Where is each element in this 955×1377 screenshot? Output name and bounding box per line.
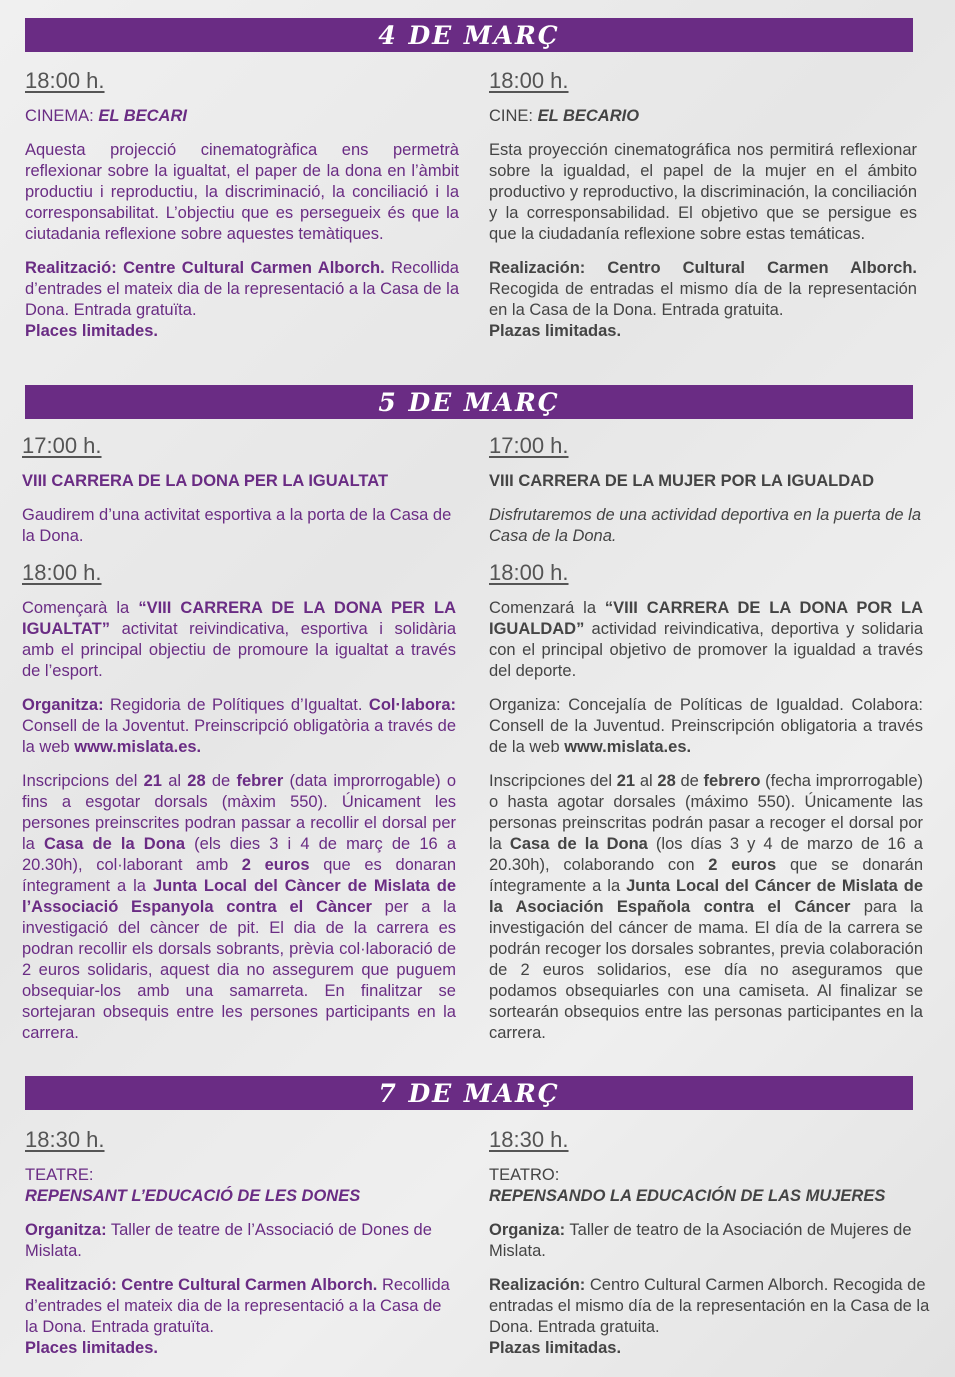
reg-place: Casa de la Dona bbox=[509, 835, 648, 853]
collaborator-text: Consell de la Joventut. Preinscripció obligatòria a través de la web bbox=[22, 717, 456, 756]
organizer-text: Regidoria de Polítiques d’Igualtat. bbox=[103, 696, 369, 714]
organizer-label: Organitza: bbox=[25, 1221, 107, 1239]
reg-beneficiary: Junta Local del Cáncer de Mislata de la Asociación Española contra el Cáncer bbox=[489, 877, 924, 916]
realization-text: Recollida d’entrades el mateix dia de la representació a la Casa de la Dona. Entrada gratuïta. bbox=[25, 259, 459, 319]
collaborator-label: Col·labora: bbox=[368, 696, 456, 714]
limited-places: Places limitades. bbox=[25, 1339, 158, 1357]
realization-text: Recollida d’entrades el mateix dia de la representació a la Casa de la Dona. Entrada gratuïta. bbox=[25, 1276, 450, 1336]
reg-text: de bbox=[205, 772, 237, 790]
reg-text: (els dies 3 i 4 de març de 16 a 20.30h), col·laborant amb bbox=[22, 835, 456, 874]
day3-spanish-column bbox=[489, 1127, 935, 1372]
event-heading: VIII CARRERA DE LA MUJER POR LA IGUALDAD bbox=[489, 472, 875, 490]
race-intro-a: Comenzará la bbox=[489, 599, 605, 617]
day1-catalan-column bbox=[25, 68, 459, 355]
realization-text: Recogida de entradas el mismo día de la representación en la Casa de la Dona. Entrada gratuita. bbox=[489, 280, 917, 319]
reg-text: (data improrrogable) o fins a esgotar dorsals (màxim 550). Únicament les persones preinscrites podran passar a recollir el dorsal per la bbox=[22, 772, 457, 853]
reg-day-start: 21 bbox=[616, 772, 636, 790]
event-organizer bbox=[25, 1220, 455, 1262]
race-intro-a: Començarà la bbox=[22, 599, 139, 617]
event-type: CINEMA: bbox=[25, 107, 99, 125]
reg-text: Inscripciones del bbox=[489, 772, 617, 790]
day1-spanish-column bbox=[489, 68, 917, 355]
event-description: Aquesta projecció cinematogràfica ens permetrà reflexionar sobre la igualtat, el paper de la dona en l’àmbit productiu i reproductiu, la discriminació, la conciliació i la corresponsabilitat. L’objectiu que es persegueix és que la ciutadania reflexione sobre aquestes temàtiques. bbox=[25, 141, 459, 243]
reg-price: 2 euros bbox=[708, 856, 777, 874]
event-type: CINE: bbox=[489, 107, 538, 125]
event-title: REPENSANT L’EDUCACIÓ DE LES DONES bbox=[25, 1187, 361, 1205]
event-description: Gaudirem d’una activitat esportiva a la porta de la Casa de la Dona. bbox=[22, 506, 452, 545]
limited-places: Places limitades. bbox=[25, 322, 158, 340]
reg-text: per a la investigació del càncer de pit. El dia de la carrera es podran recollir els dorsals sobrants, prèvia col·laboració de 2 euros solidaris, aquest dia no assegurem que puguem obsequiar-los amb una samarreta. En finalitzar se sortejaran obsequis entre les persones participants en la carrera. bbox=[22, 898, 457, 1042]
reg-month: febrero bbox=[703, 772, 761, 790]
event-type: TEATRE: bbox=[25, 1166, 94, 1184]
event-time: 18:00 h. bbox=[25, 68, 105, 93]
event-description: Esta proyección cinematográfica nos permitirá reflexionar sobre la igualdad, el papel de la mujer en el ámbito productivo y reproductivo, la discriminación, la conciliación y la corresponsabilidad. El objetivo que se persigue es que la ciudadanía reflexione sobre estas temáticas. bbox=[489, 141, 917, 243]
race-intro-c: actividad reivindicativa, deportiva y solidaria con el principal objetivo de promover la igualdad a través del deporte. bbox=[489, 620, 923, 680]
realization-label: Realización: Centro Cultural Carmen Alborch. bbox=[489, 259, 917, 277]
event-time: 18:30 h. bbox=[489, 1127, 569, 1152]
website-link[interactable]: www.mislata.es. bbox=[74, 738, 202, 756]
reg-month: febrer bbox=[236, 772, 284, 790]
reg-price: 2 euros bbox=[241, 856, 310, 874]
organizer-text: Taller de teatre de l’Associació de Dones de Mislata. bbox=[25, 1221, 432, 1260]
event-realization bbox=[25, 258, 459, 321]
reg-text: que es donaran íntegrament a la bbox=[22, 856, 456, 895]
race-name: “VIII CARRERA DE LA DONA PER LA IGUALTAT” bbox=[22, 599, 456, 638]
race-registration bbox=[22, 771, 456, 1044]
limited-places: Plazas limitadas. bbox=[489, 1339, 622, 1357]
realization-label: Realización: bbox=[489, 1276, 586, 1294]
realization-label: Realització: Centre Cultural Carmen Alborch. bbox=[25, 259, 385, 277]
realization-text: Centro Cultural Carmen Alborch. Recogida de entradas el mismo día de la representación en la Casa de la Dona. Entrada gratuita. bbox=[489, 1276, 930, 1336]
race-organizer bbox=[489, 695, 923, 758]
organizer-label: Organitza: bbox=[22, 696, 104, 714]
race-intro-c: activitat reivindicativa, esportiva i solidària amb el principal objectiu de promoure la igualtat a través de l’esport. bbox=[22, 620, 456, 680]
limited-places: Plazas limitadas. bbox=[489, 322, 622, 340]
event-time: 18:00 h. bbox=[489, 560, 569, 585]
reg-text: Inscripcions del bbox=[22, 772, 144, 790]
event-realization bbox=[25, 1275, 455, 1338]
day3-catalan-column bbox=[25, 1127, 455, 1372]
event-time: 18:00 h. bbox=[22, 560, 102, 585]
organizer-text: Organiza: Concejalía de Políticas de Igualdad. Colabora: Consell de la Juventud. Preinscripción obligatoria a través de la web bbox=[489, 696, 923, 756]
race-intro bbox=[489, 598, 923, 682]
day-banner-5-marc: 5 DE MARÇ bbox=[25, 385, 913, 419]
organizer-label: Organiza: bbox=[489, 1221, 566, 1239]
event-description: Disfrutaremos de una actividad deportiva en la puerta de la Casa de la Dona. bbox=[489, 506, 922, 545]
realization-label: Realització: Centre Cultural Carmen Alborch. bbox=[25, 1276, 378, 1294]
reg-text: de bbox=[675, 772, 704, 790]
reg-text: al bbox=[635, 772, 658, 790]
event-time: 18:30 h. bbox=[25, 1127, 105, 1152]
event-title: EL BECARIO bbox=[537, 107, 640, 125]
reg-text: que se donarán íntegramente a la bbox=[489, 856, 923, 895]
race-registration bbox=[489, 771, 923, 1044]
event-title: REPENSANDO LA EDUCACIÓN DE LAS MUJERES bbox=[489, 1187, 886, 1205]
race-name: “VIII CARRERA DE LA DONA POR LA IGUALDAD” bbox=[489, 599, 923, 638]
race-organizer bbox=[22, 695, 456, 758]
event-title-line bbox=[25, 106, 459, 127]
event-time: 18:00 h. bbox=[489, 68, 569, 93]
reg-beneficiary: Junta Local del Càncer de Mislata de l’Associació Espanyola contra el Càncer bbox=[22, 877, 456, 916]
event-type: TEATRO: bbox=[489, 1166, 560, 1184]
event-title-line bbox=[489, 106, 917, 127]
day2-catalan-column bbox=[22, 433, 456, 1057]
reg-place: Casa de la Dona bbox=[43, 835, 186, 853]
day-banner-4-marc: 4 DE MARÇ bbox=[25, 18, 913, 52]
reg-day-end: 28 bbox=[187, 772, 206, 790]
event-heading: VIII CARRERA DE LA DONA PER LA IGUALTAT bbox=[22, 472, 389, 490]
reg-text: (los días 3 y 4 de marzo de 16 a 20.30h), colaborando con bbox=[489, 835, 923, 874]
event-title: EL BECARI bbox=[98, 107, 187, 125]
event-organizer bbox=[489, 1220, 935, 1262]
event-realization bbox=[489, 1275, 935, 1338]
reg-day-start: 21 bbox=[143, 772, 162, 790]
event-time: 17:00 h. bbox=[489, 433, 569, 458]
day-banner-7-marc: 7 DE MARÇ bbox=[25, 1076, 913, 1110]
event-realization bbox=[489, 258, 917, 321]
race-intro bbox=[22, 598, 456, 682]
event-time: 17:00 h. bbox=[22, 433, 102, 458]
day2-spanish-column bbox=[489, 433, 923, 1057]
reg-text: para la investigación del cáncer de mama. El día de la carrera se podrán recoger los dorsales sobrantes, previa colaboración de 2 euros solidarios, ese día no aseguramos que podamos obsequiarles con una camiseta. Al finalizar se sortearán obsequios entre las personas participantes en la carrera. bbox=[489, 898, 923, 1042]
organizer-text: Taller de teatro de la Asociación de Mujeres de Mislata. bbox=[489, 1221, 912, 1260]
reg-text: (fecha improrrogable) o hasta agotar dorsales (máximo 550). Únicamente las personas preinscritas podrán pasar a recoger el dorsal por la bbox=[489, 772, 923, 853]
reg-text: al bbox=[161, 772, 188, 790]
reg-day-end: 28 bbox=[657, 772, 676, 790]
website-link[interactable]: www.mislata.es. bbox=[564, 738, 692, 756]
